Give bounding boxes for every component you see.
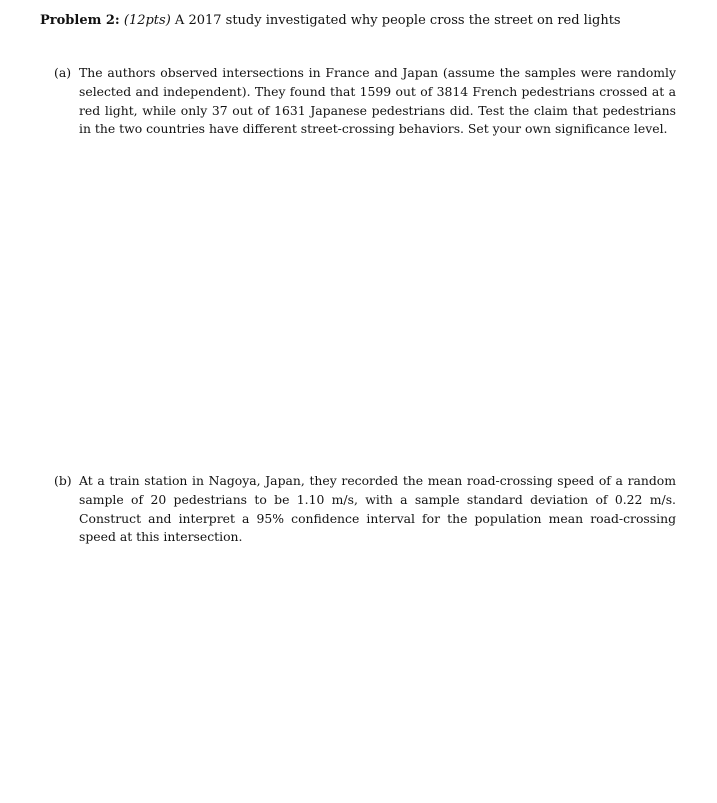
part-b <box>54 472 676 547</box>
problem-title: A 2017 study investigated why people cross the street on red lights <box>174 13 621 28</box>
problem-points: (12pts) <box>123 13 171 28</box>
problem-header <box>40 11 680 31</box>
part-b-marker: (b) <box>54 473 72 488</box>
problem-label: Problem 2: <box>40 13 120 28</box>
part-a-text: The authors observed intersections in France and Japan (assume the samples were randomly selected and independent). They found that 1599 out of 3814 French pedestrians crossed at a red light, while only 37 out of 1631 Japanese pedestrians did. Test the claim that pedestrians in the two countries have different street-crossing behaviors. Set your own significance level. <box>79 65 676 137</box>
part-b-text: At a train station in Nagoya, Japan, they recorded the mean road-crossing speed of a random sample of 20 pedestrians to be 1.10 m/s, with a sample standard deviation of 0.22 m/s. Construct and interpret a 95% confidence interval for the population mean road-crossing speed at this intersection. <box>79 473 676 545</box>
part-a <box>54 64 676 139</box>
part-a-marker: (a) <box>54 65 72 80</box>
